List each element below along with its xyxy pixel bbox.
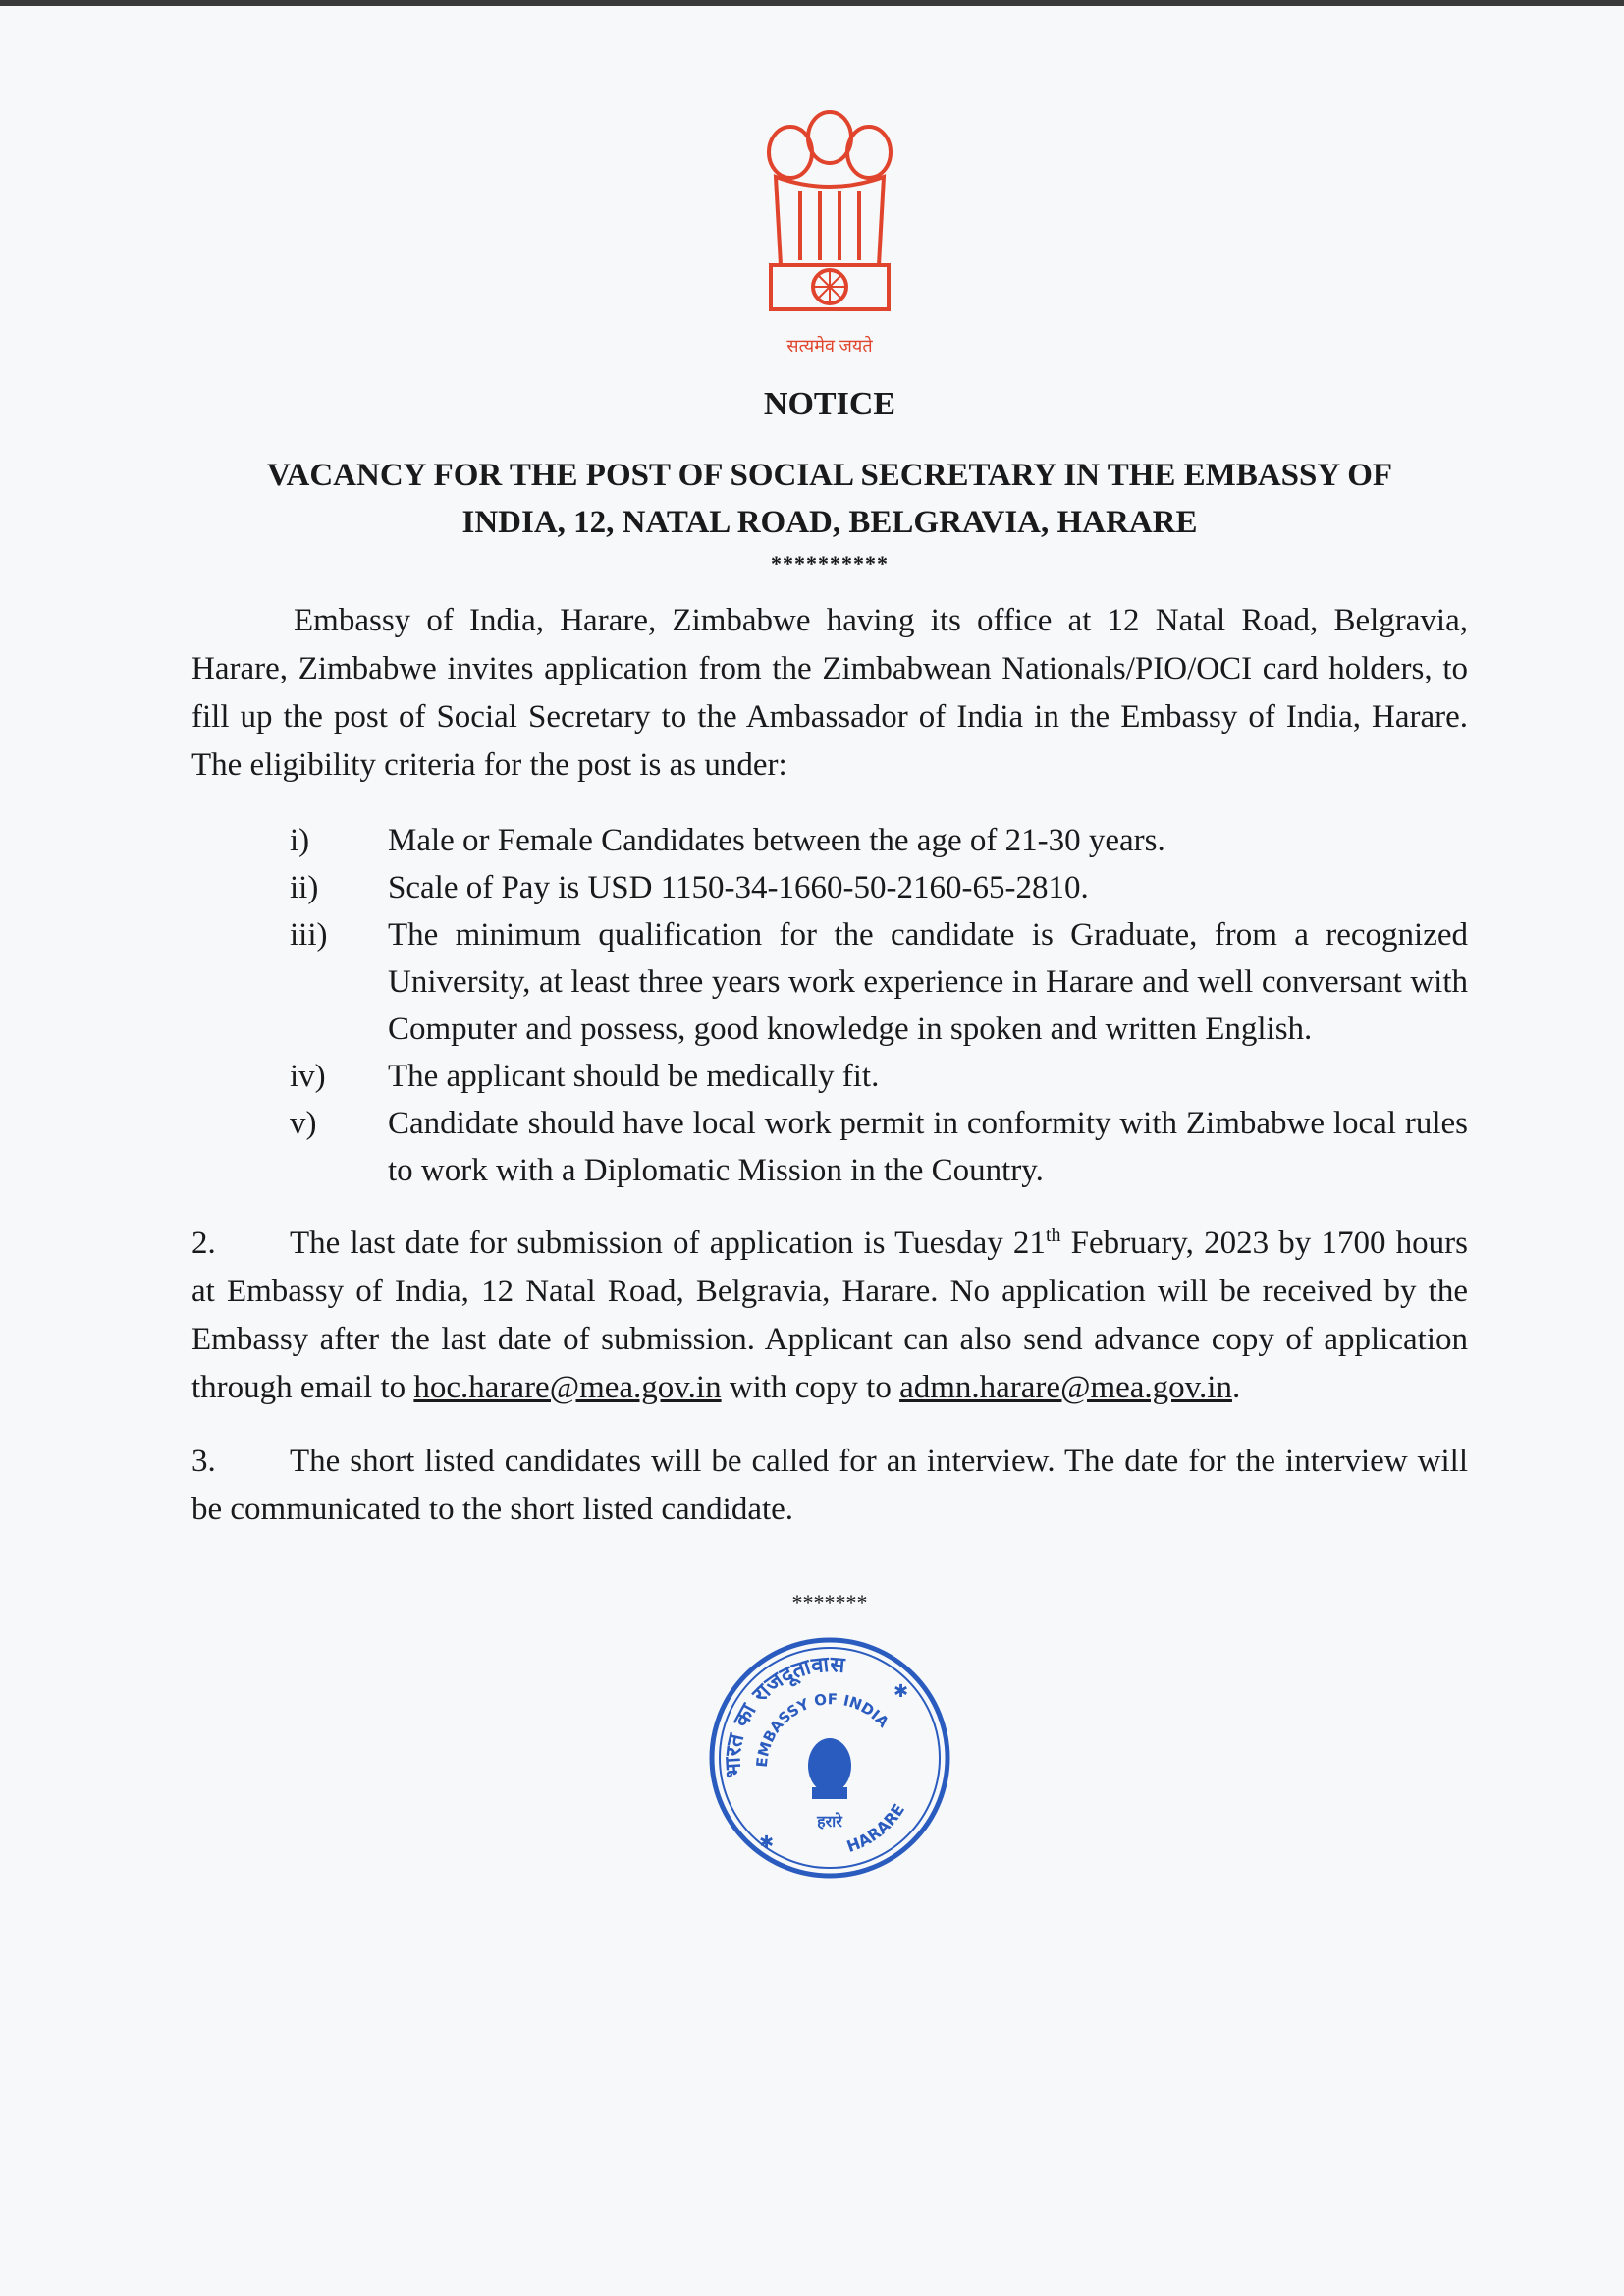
- item-number: v): [290, 1106, 317, 1141]
- text: The last date for submission of application is Tuesday 21: [290, 1226, 1046, 1261]
- item-number: ii): [290, 870, 319, 905]
- item-number: iii): [290, 917, 328, 953]
- item-number: i): [290, 823, 310, 858]
- vacancy-title: [191, 452, 1468, 546]
- seal-city-hindi: हरारे: [817, 1812, 842, 1831]
- separator-top: **********: [771, 551, 889, 575]
- paragraph-number: 2.: [191, 1226, 216, 1261]
- national-emblem-icon: [751, 98, 908, 363]
- email-link-hoc[interactable]: hoc.harare@mea.gov.in: [413, 1370, 722, 1405]
- superscript: th: [1045, 1225, 1061, 1246]
- list-item: [290, 1100, 1468, 1194]
- paragraph-3: [191, 1438, 1468, 1534]
- item-text: The applicant should be medically fit.: [388, 1059, 880, 1094]
- list-item: [290, 864, 1468, 911]
- emblem-motto: सत्यमेव जयते: [786, 336, 873, 355]
- title-line-1: VACANCY FOR THE POST OF SOCIAL SECRETARY IN THE EMBASSY OF: [266, 458, 1393, 493]
- item-text: Male or Female Candidates between the age of 21-30 years.: [388, 823, 1165, 858]
- item-number: iv): [290, 1059, 326, 1094]
- text: .: [1231, 1370, 1241, 1405]
- notice-heading: NOTICE: [763, 386, 896, 422]
- list-item: [290, 911, 1468, 1053]
- text: with copy to: [721, 1370, 900, 1405]
- seal-emblem-icon: [808, 1738, 851, 1793]
- email-link-admn[interactable]: admn.harare@mea.gov.in: [899, 1370, 1232, 1405]
- text: February, 2023 by 1700 hours at Embassy of India, 12 Natal Road, Belgravia, Harare. No application will be received by the Embassy after the last date of submission. Applicant can also send advance copy of application through email to: [191, 1226, 1468, 1405]
- intro-paragraph: Embassy of India, Harare, Zimbabwe having its office at 12 Natal Road, Belgravia, Harare, Zimbabwe invites application from the Zimbabwean Nationals/PIO/OCI card holders, to fill up the post of Social Secretary to the Ambassador of India in the Embassy of India, Harare. The eligibility criteria for the post is as under:: [191, 603, 1468, 783]
- separator-bottom: *******: [791, 1590, 868, 1614]
- paragraph-number: 3.: [191, 1444, 216, 1479]
- title-line-2: INDIA, 12, NATAL ROAD, BELGRAVIA, HARARE: [461, 505, 1198, 540]
- seal-city-text-wrap: [844, 1800, 908, 1856]
- seal-hindi-text: भारत का राजदूतावास: [721, 1652, 846, 1779]
- seal-emblem-base: [812, 1787, 847, 1799]
- embassy-seal-stamp: [702, 1630, 957, 1886]
- text: The short listed candidates will be called for an interview. The date for the interview will be communicated to the short listed candidate.: [191, 1444, 1468, 1527]
- list-item: [290, 817, 1468, 864]
- item-text: Scale of Pay is USD 1150-34-1660-50-2160-65-2810.: [388, 870, 1089, 905]
- item-text: The minimum qualification for the candidate is Graduate, from a recognized University, at least three years work experience in Harare and well conversant with Computer and possess, good knowledge in spoken and written English.: [388, 917, 1468, 1047]
- seal-star-icon: ✱: [893, 1681, 909, 1702]
- document-page: [191, 0, 1468, 1886]
- paragraph-2: [191, 1220, 1468, 1412]
- seal-english-text: EMBASSY OF INDIA: [752, 1690, 893, 1769]
- eligibility-criteria-list: [290, 817, 1468, 1194]
- list-item: [290, 1053, 1468, 1100]
- item-text: Candidate should have local work permit in conformity with Zimbabwe local rules to work with a Diplomatic Mission in the Country.: [388, 1106, 1468, 1188]
- seal-star-icon: ✱: [759, 1832, 775, 1853]
- seal-city-text: HARARE: [843, 1800, 909, 1856]
